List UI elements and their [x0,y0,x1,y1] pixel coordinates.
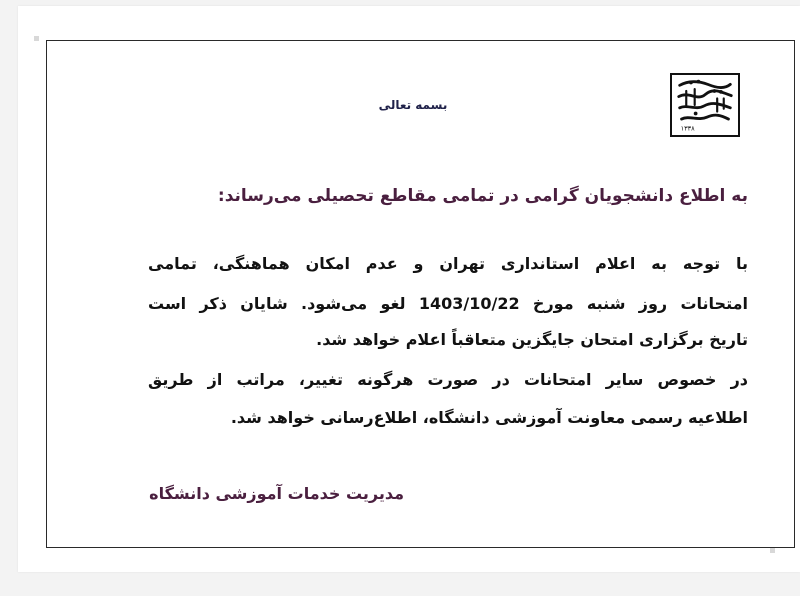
announcement-headline: به اطلاع دانشجویان گرامی در تمامی مقاطع تحصیلی می‌رساند: [217,186,748,206]
university-logo [670,73,740,137]
signature-text: مدیریت خدمات آموزشی دانشگاه [149,484,404,503]
page-corner-mark [770,548,775,553]
announcement-line-3: تاریخ برگزاری امتحان جایگزین متعاقباً اعلام خواهد شد. [316,330,748,349]
announcement-line-5: اطلاعیه رسمی معاونت آموزشی دانشگاه، اطلاع‌رسانی خواهد شد. [230,408,748,427]
announcement-line-2: امتحانات روز شنبه مورخ 1403/10/22 لغو می‌شود. شایان ذکر است [148,294,748,313]
document-page [18,6,800,572]
basmala-text: بسمه تعالی [378,98,448,112]
svg-text:۱۳۳۸: ۱۳۳۸ [680,124,695,133]
page-corner-mark [34,36,39,41]
announcement-line-1: با توجه به اعلام استانداری تهران و عدم امکان هماهنگی، تمامی [148,254,748,273]
announcement-line-4: در خصوص سایر امتحانات در صورت هرگونه تغییر، مراتب از طریق [148,370,748,389]
